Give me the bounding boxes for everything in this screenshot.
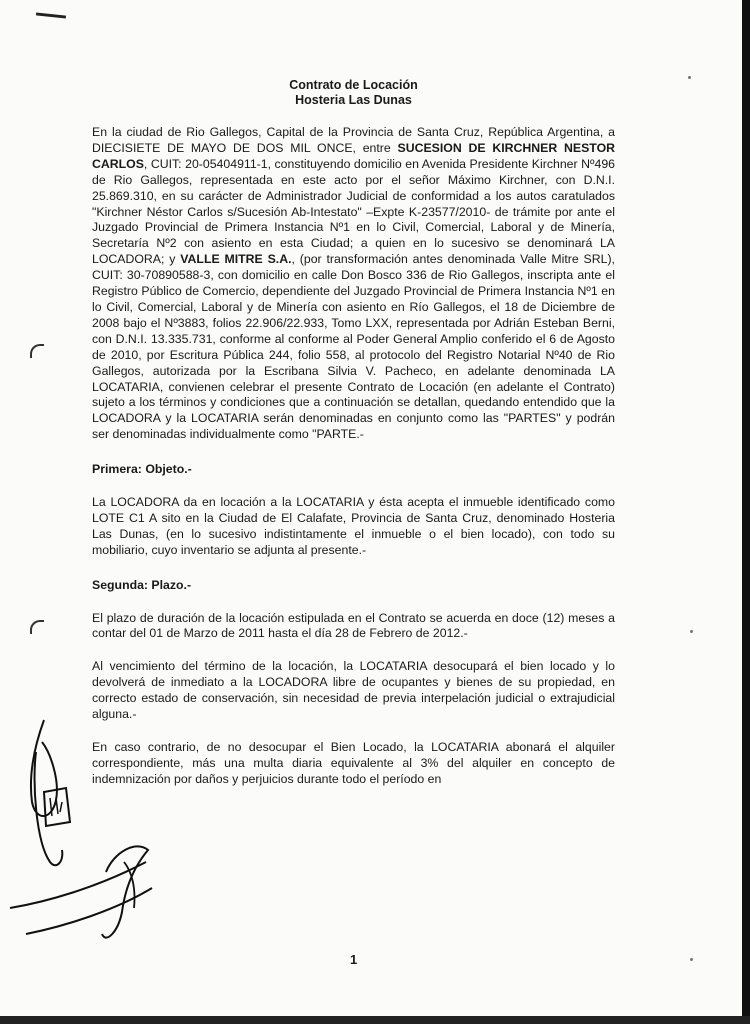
contract-body [92,78,615,788]
document-subtitle: Hosteria Las Dunas [295,93,412,107]
scan-speck [688,76,691,79]
section-text-objeto: La LOCADORA da en locación a la LOCATARIA y ésta acepta el inmueble identificado como LOTE C1 A sito en la Ciudad de El Calafate, Provincia de Santa Cruz, denominado Hosteria Las Dunas, (en lo sucesivo indistintamente el inmueble o el bien locado), con todo su mobiliario, cuyo inventario se adjunta al presente.- [92,495,615,557]
section-heading-objeto: Primera: Objeto.- [92,462,192,477]
scan-speck [690,958,693,961]
scan-speck [690,630,693,633]
section-text-plazo-1: El plazo de duración de la locación estipulada en el Contrato se acuerda en doce (12) meses a contar del 01 de Marzo de 2011 hasta el día 28 de Febrero de 2012.- [92,610,615,641]
document-title: Contrato de Locación [289,78,418,92]
intro-text: , CUIT: 20-05404911-1, constituyendo domicilio en Avenida Presidente Kirchner Nº496 de Rio Gallegos, representada en este acto por el señor Máximo Kirchner, con D.N.I. 25.869.310, en su carácter de Administrador Judicial de conformidad a los autos caratulados "Kirchner Néstor Carlos s/Sucesión Ab-Intestato" –Expte K-23577/2010- de trámite por ante el Juzgado Provincial de Primera Instancia Nº1 en lo Civil, Comercial, Laboral y de Minería, Secretaría Nº2 con asiento en esta Ciudad; a quien en lo sucesivo se denominará LA LOCADORA; y [92,156,615,267]
intro-paragraph [92,125,615,443]
section-text-plazo-2: Al vencimiento del término de la locación, la LOCATARIA desocupará el bien locado y lo devolverá de inmediato a la LOCADORA libre de ocupantes y bienes de su propiedad, en correcto estado de conservación, sin necesidad de previa interpelación judicial o extrajudicial alguna.- [92,659,615,722]
party-locadora: SUCESION DE KIRCHNER NESTOR CARLOS [92,140,616,171]
scan-mark [36,12,66,18]
section-text-plazo-3: En caso contrario, de no desocupar el Bien Locado, la LOCATARIA abonará el alquiler correspondiente, más una multa diaria equivalente al 3% del alquiler en concepto de indemnización por daños y perjuicios durante todo el período en [92,740,615,786]
handwritten-signature [6,712,156,952]
section-heading-plazo: Segunda: Plazo.- [92,577,192,592]
intro-text: , entre [352,140,398,155]
page-number: 1 [350,952,358,967]
party-locataria: VALLE MITRE S.A. [180,252,292,267]
intro-text: , (por transformación antes denominada Valle Mitre SRL), CUIT: 30-70890588-3, con domicilio en calle Don Bosco 336 de Rio Gallegos, inscripta ante el Registro Público de Comercio, dependiente del Juzgado Provincial de Primera Instancia Nº1 en lo Civil, Comercial, Laboral y de Minería con asiento en Río Gallegos, el 18 de Diciembre de 2008 bajo el Nº3883, folios 22.906/22.933, Tomo LXX, representada por Adrián Esteban Berni, con D.N.I. 13.335.731, conforme al conforme al Poder General Amplio conferido el 6 de Agosto de 2010, por Escritura Pública 244, folio 558, al protocolo del Registro Notarial Nº40 de Rio Gallegos, autorizada por la Escribana Silvia V. Pacheco, en adelante denominada LA LOCATARIA, convienen celebrar el presente Contrato de Locación (en adelante el Contrato) sujeto a los términos y condiciones que a continuación se detallan, quedando entendido que la LOCADORA y la LOCATARIA serán denominadas en conjunto como las "PARTES" y podrán ser denominadas individualmente como "PARTE.- [92,252,615,442]
intro-text: En la ciudad de Rio Gallegos, Capital de la Provincia de Santa Cruz, República Argentina, a [92,125,615,139]
scan-border-bottom [0,1016,750,1024]
punch-hole-mark [30,344,44,358]
punch-hole-mark [30,620,44,634]
scan-border-right [742,0,750,1024]
contract-date: DIECISIETE DE MAYO DE DOS MIL ONCE [92,140,353,155]
